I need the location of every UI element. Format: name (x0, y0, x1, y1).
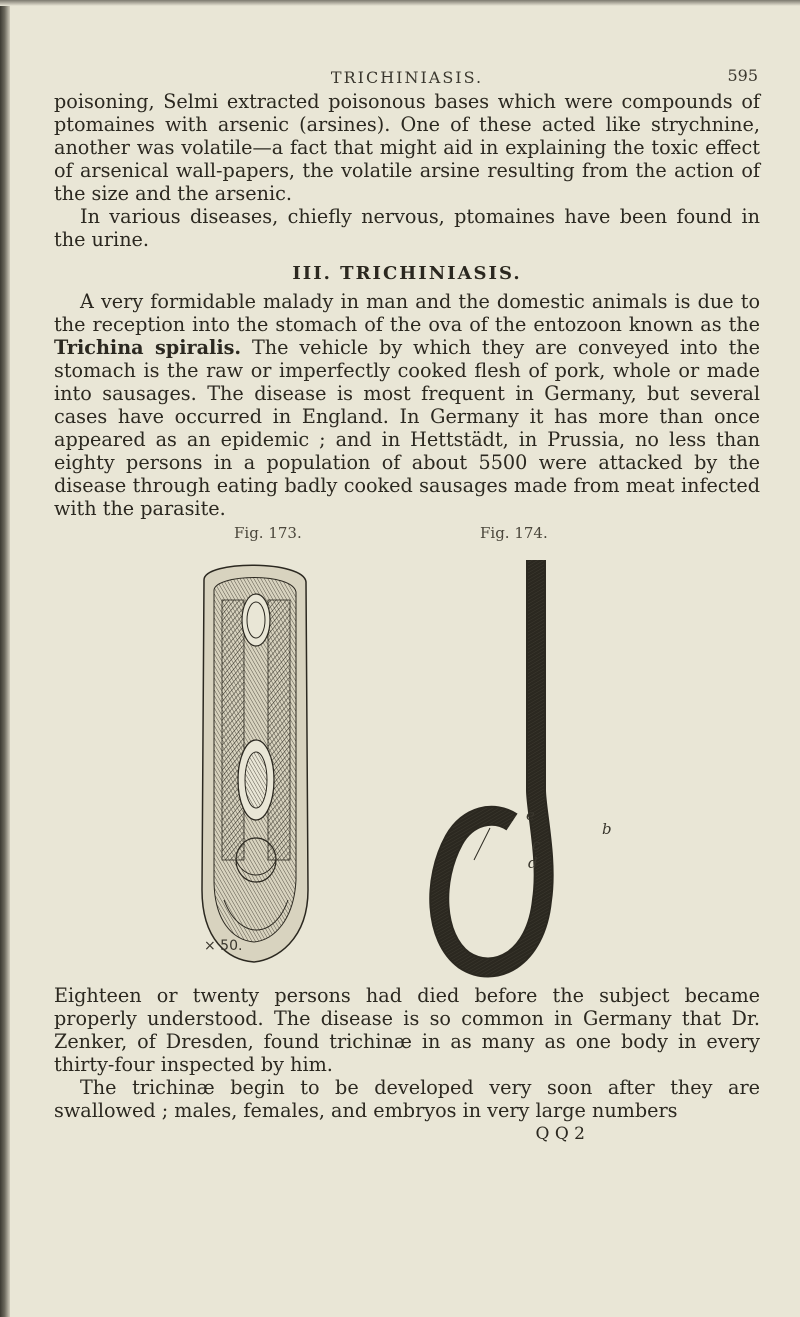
section-heading: III. TRICHINIASIS. (292, 263, 522, 284)
body-text-top (54, 90, 760, 251)
figures-row (54, 524, 760, 984)
paragraph-text: A very formidable malady in man and the domestic animals is due to the reception into the stomach of the ova of the entozoon known as the (54, 290, 760, 336)
page-number: 595 (727, 66, 758, 85)
signature-mark: Q Q 2 (535, 1124, 585, 1144)
book-page (54, 62, 760, 1144)
book-spine-shadow (0, 0, 10, 1317)
label-e: e (526, 806, 535, 824)
paragraph: The trichinæ begin to be developed very soon after they are swallowed ; males, females, and embryos in very large numbers (54, 1076, 760, 1122)
trichina-cyst-illustration-icon (184, 560, 324, 970)
coiled-trichina-illustration-icon (424, 560, 564, 990)
paragraph: In various diseases, chiefly nervous, ptomaines have been found in the urine. (54, 205, 760, 251)
figure-173-caption: Fig. 173. (234, 524, 302, 542)
paragraph (54, 290, 760, 520)
paragraph: poisoning, Selmi extracted poisonous bases which were compounds of ptomaines with arsenic (arsines). One of these acted like strychnine, another was volatile—a fact that might aid in explaining the toxic effect of arsenical wall-papers, the volatile arsine resulting from the action of the size and the arsenic. (54, 90, 760, 205)
paragraph: Eighteen or twenty persons had died before the subject became properly understood. The disease is so common in Germany that Dr. Zenker, of Dresden, found trichinæ in as many as one body in every thirty-four inspected by him. (54, 984, 760, 1076)
body-text-section (54, 290, 760, 520)
label-d: d (528, 854, 538, 872)
page-top-edge (0, 0, 800, 6)
scale-label: × 50. (204, 938, 243, 954)
body-text-bottom (54, 984, 760, 1122)
running-title: TRICHINIASIS. (330, 68, 484, 87)
label-c: c (532, 836, 541, 854)
running-head (54, 62, 760, 90)
paragraph-text: The vehicle by which they are conveyed into the stomach is the raw or imperfectly cooked flesh of pork, whole or made into sausages. The disease is most frequent in Germany, but several cases have occurred in England. In Germany it has more than once appeared as an epidemic ; and in Hettstädt, in Prussia, no less than eighty persons in a population of about 5500 were attacked by the disease through eating badly cooked sausages made from meat infected with the parasite. (54, 336, 761, 520)
figure-174-caption: Fig. 174. (480, 524, 548, 542)
label-b: b (602, 820, 612, 838)
species-name: Trichina spiralis. (54, 336, 242, 359)
